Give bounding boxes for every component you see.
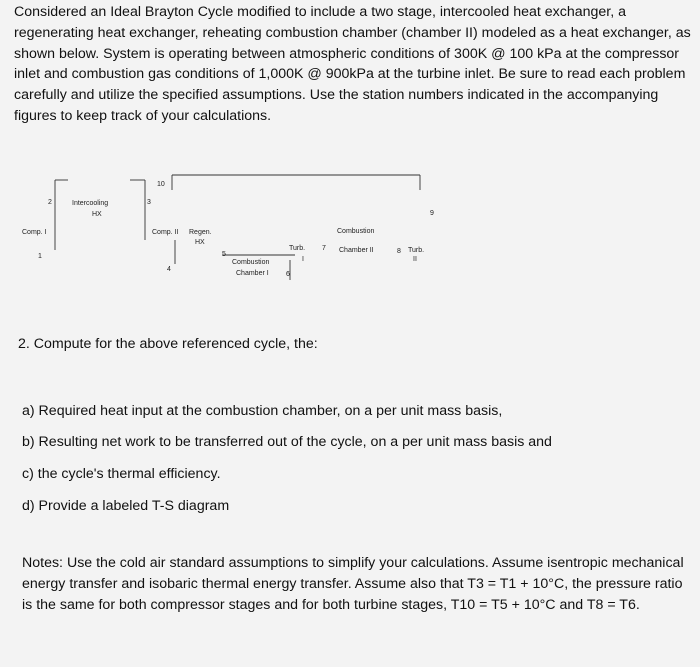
label-turb2-line2: II — [413, 256, 417, 263]
question-item-c: c) the cycle's thermal efficiency. — [22, 466, 221, 482]
station-3: 3 — [147, 199, 151, 206]
label-turb1-line1: Turb. — [289, 245, 306, 252]
label-turb1-line2: I — [302, 256, 304, 263]
cycle-schematic — [0, 160, 700, 280]
label-intercooling-hx: HX — [92, 211, 102, 218]
label-comp1: Comp. I — [22, 229, 47, 236]
question-item-d: d) Provide a labeled T-S diagram — [22, 498, 230, 514]
station-6: 6 — [286, 271, 290, 278]
station-2: 2 — [48, 199, 52, 206]
label-regen-hx: HX — [195, 239, 205, 246]
notes-paragraph: Notes: Use the cold air standard assumptions to simplify your calculations. Assume isentropic mechanical energy transfer and isobaric thermal energy transfer. Assume also that T3 = T1 + 10°C, the pressure ratio is the same for both compressor stages and for both turbine stages, T10 = T5 + 10°C and T8 = T6. — [22, 555, 684, 613]
label-combustion2-line2: Chamber II — [339, 247, 374, 254]
label-intercooling: Intercooling — [72, 200, 109, 207]
station-9: 9 — [430, 210, 434, 217]
station-8: 8 — [397, 248, 401, 255]
label-combustion2-line1: Combustion — [337, 228, 375, 235]
label-combustion1-line2: Chamber I — [236, 270, 269, 277]
label-comp2: Comp. II — [152, 229, 179, 236]
question-item-b: b) Resulting net work to be transferred out of the cycle, on a per unit mass basis and — [22, 434, 552, 450]
label-combustion1-line1: Combustion — [232, 259, 270, 266]
station-1: 1 — [38, 253, 42, 260]
question-heading: 2. Compute for the above referenced cycle, the: — [18, 336, 318, 352]
question-item-a: a) Required heat input at the combustion chamber, on a per unit mass basis, — [22, 403, 503, 419]
label-turb2-line1: Turb. — [408, 247, 425, 254]
problem-intro: Considered an Ideal Brayton Cycle modified to include a two stage, intercooled heat exchanger, a regenerating heat exchanger, reheating combustion chamber (chamber II) modeled as a heat exchanger, as shown below. System is operating between atmospheric conditions of 300K @ 100 kPa at the compressor inlet and combustion gas conditions of 1,000K @ 900kPa at the turbine inlet. Be sure to read each problem carefully and utilize the specified assumptions. Use the station numbers indicated in the accompanying figures to keep track of your calculations. — [14, 4, 691, 124]
station-10: 10 — [157, 181, 165, 188]
label-regen: Regen. — [189, 229, 212, 236]
station-7: 7 — [322, 245, 326, 252]
station-5: 5 — [222, 251, 226, 258]
station-4: 4 — [167, 266, 171, 273]
